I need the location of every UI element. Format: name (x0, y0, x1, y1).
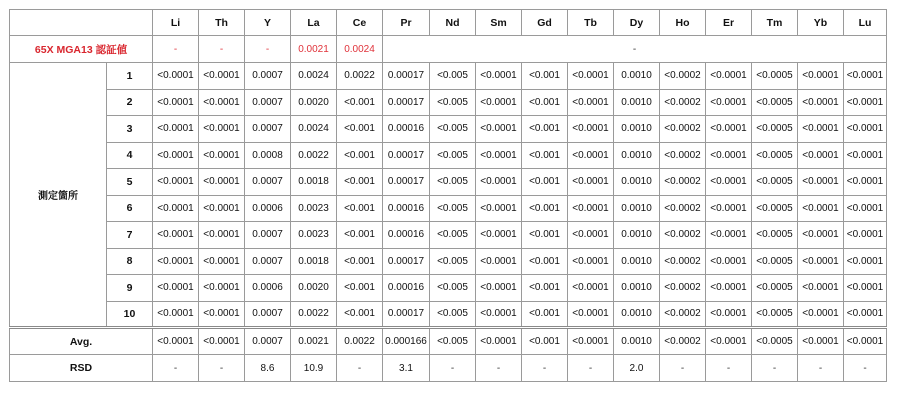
measurement-value-pr: 0.00017 (383, 142, 430, 169)
measurement-index: 5 (107, 169, 153, 196)
measurement-value-dy: 0.0010 (614, 301, 660, 328)
measurement-value-er: <0.0001 (706, 116, 752, 143)
measurement-value-er: <0.0001 (706, 169, 752, 196)
rsd-value-y: 8.6 (245, 355, 291, 382)
measurement-value-gd: <0.001 (522, 222, 568, 249)
measurement-value-nd: <0.005 (430, 195, 476, 222)
measurement-value-la: 0.0018 (291, 248, 337, 275)
measurement-value-li: <0.0001 (153, 142, 199, 169)
measurement-value-yb: <0.0001 (798, 169, 844, 196)
average-value-yb: <0.0001 (798, 328, 844, 355)
measurement-value-yb: <0.0001 (798, 195, 844, 222)
measurement-value-th: <0.0001 (199, 169, 245, 196)
measurement-value-th: <0.0001 (199, 63, 245, 90)
results-table-container (9, 9, 887, 382)
measurement-value-tm: <0.0005 (752, 169, 798, 196)
measurement-value-dy: 0.0010 (614, 142, 660, 169)
measurement-value-li: <0.0001 (153, 169, 199, 196)
measurement-value-tm: <0.0005 (752, 116, 798, 143)
measurement-value-ho: <0.0002 (660, 116, 706, 143)
measurement-row (10, 301, 887, 328)
measurement-value-ce: <0.001 (337, 89, 383, 116)
measurement-value-yb: <0.0001 (798, 222, 844, 249)
measurement-value-tb: <0.0001 (568, 301, 614, 328)
measurement-value-sm: <0.0001 (476, 195, 522, 222)
measurement-value-gd: <0.001 (522, 275, 568, 302)
measurement-value-dy: 0.0010 (614, 169, 660, 196)
average-value-tm: <0.0005 (752, 328, 798, 355)
measurement-value-tb: <0.0001 (568, 222, 614, 249)
column-header-er: Er (706, 10, 752, 36)
average-value-dy: 0.0010 (614, 328, 660, 355)
results-table-body (10, 10, 887, 382)
certified-value-li: - (153, 36, 199, 63)
measurement-value-ce: <0.001 (337, 169, 383, 196)
measurement-value-sm: <0.0001 (476, 275, 522, 302)
measurement-index: 2 (107, 89, 153, 116)
certified-value-remaining: - (383, 36, 887, 63)
measurement-value-ho: <0.0002 (660, 222, 706, 249)
measurement-value-li: <0.0001 (153, 275, 199, 302)
column-header-tm: Tm (752, 10, 798, 36)
average-value-sm: <0.0001 (476, 328, 522, 355)
measurement-index: 1 (107, 63, 153, 90)
measurement-value-er: <0.0001 (706, 222, 752, 249)
measurement-value-er: <0.0001 (706, 89, 752, 116)
measurement-value-dy: 0.0010 (614, 195, 660, 222)
measurement-value-la: 0.0022 (291, 142, 337, 169)
rsd-value-gd: - (522, 355, 568, 382)
measurement-value-ho: <0.0002 (660, 301, 706, 328)
average-label: Avg. (10, 328, 153, 355)
measurement-value-th: <0.0001 (199, 195, 245, 222)
measurement-value-sm: <0.0001 (476, 222, 522, 249)
rsd-value-tm: - (752, 355, 798, 382)
column-header-la: La (291, 10, 337, 36)
measurement-value-y: 0.0007 (245, 89, 291, 116)
measurement-row (10, 63, 887, 90)
measurement-value-lu: <0.0001 (844, 195, 887, 222)
measurement-value-tm: <0.0005 (752, 89, 798, 116)
certified-value-la: 0.0021 (291, 36, 337, 63)
measurement-value-nd: <0.005 (430, 248, 476, 275)
measurement-value-lu: <0.0001 (844, 169, 887, 196)
measurement-value-y: 0.0007 (245, 169, 291, 196)
average-value-th: <0.0001 (199, 328, 245, 355)
rsd-value-dy: 2.0 (614, 355, 660, 382)
measurement-value-tm: <0.0005 (752, 301, 798, 328)
measurement-value-pr: 0.00017 (383, 63, 430, 90)
measurement-value-tb: <0.0001 (568, 169, 614, 196)
measurement-value-la: 0.0020 (291, 275, 337, 302)
measurement-value-er: <0.0001 (706, 301, 752, 328)
measurement-row (10, 222, 887, 249)
measurement-value-sm: <0.0001 (476, 89, 522, 116)
measurement-value-sm: <0.0001 (476, 142, 522, 169)
column-header-pr: Pr (383, 10, 430, 36)
measurement-value-y: 0.0008 (245, 142, 291, 169)
measurement-value-y: 0.0007 (245, 248, 291, 275)
measurement-value-gd: <0.001 (522, 301, 568, 328)
measurement-value-pr: 0.00016 (383, 275, 430, 302)
measurement-value-tm: <0.0005 (752, 63, 798, 90)
column-header-y: Y (245, 10, 291, 36)
measurement-value-sm: <0.0001 (476, 301, 522, 328)
measurement-value-tb: <0.0001 (568, 195, 614, 222)
column-header-th: Th (199, 10, 245, 36)
certified-label: 65X MGA13 認証値 (10, 36, 153, 63)
column-header-ho: Ho (660, 10, 706, 36)
measurement-value-gd: <0.001 (522, 89, 568, 116)
rsd-value-th: - (199, 355, 245, 382)
measurement-value-li: <0.0001 (153, 116, 199, 143)
measurement-index: 6 (107, 195, 153, 222)
measurement-value-dy: 0.0010 (614, 275, 660, 302)
measurement-value-th: <0.0001 (199, 142, 245, 169)
measurement-index: 3 (107, 116, 153, 143)
measurement-value-gd: <0.001 (522, 169, 568, 196)
measurement-row (10, 248, 887, 275)
measurement-value-y: 0.0007 (245, 301, 291, 328)
measurement-value-ce: <0.001 (337, 195, 383, 222)
measurement-value-yb: <0.0001 (798, 301, 844, 328)
measurement-value-sm: <0.0001 (476, 169, 522, 196)
measurement-value-ce: <0.001 (337, 301, 383, 328)
measurement-value-gd: <0.001 (522, 63, 568, 90)
measurement-value-th: <0.0001 (199, 301, 245, 328)
measurement-value-ho: <0.0002 (660, 169, 706, 196)
measurement-value-y: 0.0007 (245, 63, 291, 90)
measurement-value-la: 0.0024 (291, 116, 337, 143)
measurement-value-tm: <0.0005 (752, 248, 798, 275)
header-corner-cell (10, 10, 153, 36)
measurement-value-ce: <0.001 (337, 142, 383, 169)
measurement-value-lu: <0.0001 (844, 275, 887, 302)
measurement-value-dy: 0.0010 (614, 222, 660, 249)
average-value-lu: <0.0001 (844, 328, 887, 355)
average-value-ce: 0.0022 (337, 328, 383, 355)
certified-row (10, 36, 887, 63)
measurement-value-nd: <0.005 (430, 275, 476, 302)
certified-value-th: - (199, 36, 245, 63)
measurement-value-yb: <0.0001 (798, 142, 844, 169)
measurement-value-nd: <0.005 (430, 116, 476, 143)
measurement-value-gd: <0.001 (522, 116, 568, 143)
measurement-value-pr: 0.00017 (383, 89, 430, 116)
measurement-index: 7 (107, 222, 153, 249)
measurement-value-sm: <0.0001 (476, 248, 522, 275)
measurement-value-tb: <0.0001 (568, 248, 614, 275)
rsd-value-ho: - (660, 355, 706, 382)
measurement-row (10, 89, 887, 116)
measurement-value-pr: 0.00016 (383, 116, 430, 143)
measurement-value-ho: <0.0002 (660, 248, 706, 275)
measurement-value-li: <0.0001 (153, 89, 199, 116)
measurement-value-tm: <0.0005 (752, 222, 798, 249)
rsd-value-tb: - (568, 355, 614, 382)
measurement-value-sm: <0.0001 (476, 63, 522, 90)
measurement-value-dy: 0.0010 (614, 89, 660, 116)
measurement-value-dy: 0.0010 (614, 248, 660, 275)
measurement-value-nd: <0.005 (430, 63, 476, 90)
certified-value-y: - (245, 36, 291, 63)
measurement-value-ho: <0.0002 (660, 195, 706, 222)
measurement-value-li: <0.0001 (153, 63, 199, 90)
measurement-value-er: <0.0001 (706, 63, 752, 90)
rsd-value-yb: - (798, 355, 844, 382)
measurement-row (10, 195, 887, 222)
measurement-location-label: 測定箇所 (10, 63, 107, 328)
measurement-value-pr: 0.00017 (383, 248, 430, 275)
average-value-er: <0.0001 (706, 328, 752, 355)
rsd-value-er: - (706, 355, 752, 382)
measurement-value-lu: <0.0001 (844, 222, 887, 249)
measurement-value-yb: <0.0001 (798, 89, 844, 116)
rsd-value-nd: - (430, 355, 476, 382)
measurement-value-ho: <0.0002 (660, 142, 706, 169)
measurement-value-ce: <0.001 (337, 116, 383, 143)
measurement-value-ce: <0.001 (337, 275, 383, 302)
rsd-value-la: 10.9 (291, 355, 337, 382)
measurement-value-yb: <0.0001 (798, 275, 844, 302)
rsd-row (10, 355, 887, 382)
measurement-value-tm: <0.0005 (752, 142, 798, 169)
measurement-value-yb: <0.0001 (798, 116, 844, 143)
measurement-value-ce: <0.001 (337, 248, 383, 275)
measurement-value-lu: <0.0001 (844, 63, 887, 90)
average-value-pr: 0.000166 (383, 328, 430, 355)
measurement-value-th: <0.0001 (199, 222, 245, 249)
measurement-value-ho: <0.0002 (660, 63, 706, 90)
measurement-value-nd: <0.005 (430, 169, 476, 196)
measurement-index: 4 (107, 142, 153, 169)
column-header-dy: Dy (614, 10, 660, 36)
measurement-value-sm: <0.0001 (476, 116, 522, 143)
measurement-value-la: 0.0020 (291, 89, 337, 116)
measurement-value-ce: <0.001 (337, 222, 383, 249)
measurement-index: 10 (107, 301, 153, 328)
measurement-value-y: 0.0006 (245, 195, 291, 222)
measurement-value-er: <0.0001 (706, 142, 752, 169)
results-table (9, 9, 887, 382)
measurement-value-th: <0.0001 (199, 116, 245, 143)
measurement-value-yb: <0.0001 (798, 63, 844, 90)
measurement-value-lu: <0.0001 (844, 89, 887, 116)
measurement-value-th: <0.0001 (199, 248, 245, 275)
measurement-value-la: 0.0024 (291, 63, 337, 90)
measurement-value-dy: 0.0010 (614, 63, 660, 90)
measurement-value-pr: 0.00017 (383, 301, 430, 328)
measurement-value-yb: <0.0001 (798, 248, 844, 275)
measurement-value-nd: <0.005 (430, 301, 476, 328)
measurement-index: 8 (107, 248, 153, 275)
measurement-value-li: <0.0001 (153, 301, 199, 328)
measurement-value-la: 0.0022 (291, 301, 337, 328)
average-value-la: 0.0021 (291, 328, 337, 355)
measurement-value-er: <0.0001 (706, 248, 752, 275)
measurement-row (10, 275, 887, 302)
measurement-value-gd: <0.001 (522, 142, 568, 169)
measurement-value-lu: <0.0001 (844, 301, 887, 328)
measurement-value-li: <0.0001 (153, 248, 199, 275)
measurement-row (10, 116, 887, 143)
measurement-value-tb: <0.0001 (568, 89, 614, 116)
measurement-value-la: 0.0018 (291, 169, 337, 196)
column-header-ce: Ce (337, 10, 383, 36)
average-value-y: 0.0007 (245, 328, 291, 355)
measurement-value-tm: <0.0005 (752, 275, 798, 302)
measurement-value-tb: <0.0001 (568, 142, 614, 169)
measurement-value-er: <0.0001 (706, 275, 752, 302)
measurement-value-nd: <0.005 (430, 89, 476, 116)
measurement-value-ce: 0.0022 (337, 63, 383, 90)
column-header-sm: Sm (476, 10, 522, 36)
rsd-value-ce: - (337, 355, 383, 382)
average-value-ho: <0.0002 (660, 328, 706, 355)
average-row (10, 328, 887, 355)
measurement-value-th: <0.0001 (199, 89, 245, 116)
measurement-value-pr: 0.00016 (383, 222, 430, 249)
measurement-value-tm: <0.0005 (752, 195, 798, 222)
measurement-value-pr: 0.00016 (383, 195, 430, 222)
measurement-value-ho: <0.0002 (660, 275, 706, 302)
measurement-row (10, 169, 887, 196)
measurement-value-y: 0.0006 (245, 275, 291, 302)
measurement-value-lu: <0.0001 (844, 116, 887, 143)
measurement-value-er: <0.0001 (706, 195, 752, 222)
measurement-value-li: <0.0001 (153, 195, 199, 222)
measurement-row (10, 142, 887, 169)
rsd-value-pr: 3.1 (383, 355, 430, 382)
measurement-value-tb: <0.0001 (568, 275, 614, 302)
average-value-li: <0.0001 (153, 328, 199, 355)
average-value-gd: <0.001 (522, 328, 568, 355)
rsd-value-sm: - (476, 355, 522, 382)
measurement-value-nd: <0.005 (430, 142, 476, 169)
measurement-index: 9 (107, 275, 153, 302)
column-header-gd: Gd (522, 10, 568, 36)
measurement-value-y: 0.0007 (245, 116, 291, 143)
column-header-tb: Tb (568, 10, 614, 36)
measurement-value-la: 0.0023 (291, 222, 337, 249)
measurement-value-li: <0.0001 (153, 222, 199, 249)
measurement-value-nd: <0.005 (430, 222, 476, 249)
measurement-value-lu: <0.0001 (844, 248, 887, 275)
column-header-lu: Lu (844, 10, 887, 36)
rsd-value-lu: - (844, 355, 887, 382)
measurement-value-la: 0.0023 (291, 195, 337, 222)
column-header-yb: Yb (798, 10, 844, 36)
measurement-value-tb: <0.0001 (568, 63, 614, 90)
rsd-label: RSD (10, 355, 153, 382)
average-value-nd: <0.005 (430, 328, 476, 355)
measurement-value-tb: <0.0001 (568, 116, 614, 143)
measurement-value-lu: <0.0001 (844, 142, 887, 169)
column-header-li: Li (153, 10, 199, 36)
column-header-nd: Nd (430, 10, 476, 36)
average-value-tb: <0.0001 (568, 328, 614, 355)
certified-value-ce: 0.0024 (337, 36, 383, 63)
measurement-value-th: <0.0001 (199, 275, 245, 302)
measurement-value-gd: <0.001 (522, 248, 568, 275)
measurement-value-gd: <0.001 (522, 195, 568, 222)
measurement-value-ho: <0.0002 (660, 89, 706, 116)
measurement-value-pr: 0.00017 (383, 169, 430, 196)
measurement-value-dy: 0.0010 (614, 116, 660, 143)
measurement-value-y: 0.0007 (245, 222, 291, 249)
rsd-value-li: - (153, 355, 199, 382)
header-row (10, 10, 887, 36)
